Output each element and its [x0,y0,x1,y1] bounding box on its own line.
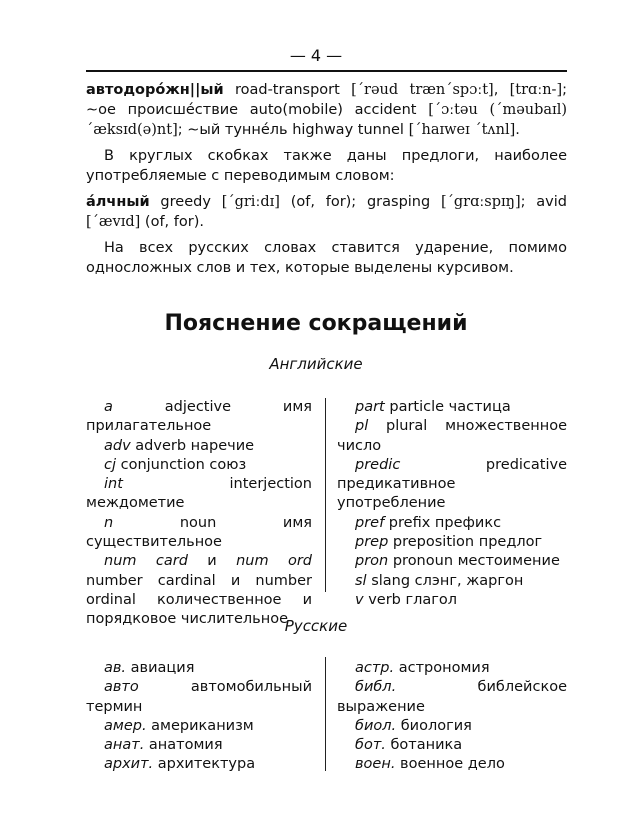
entry-text: (of, for); grasping [279,194,441,210]
abbr-entry: pl plural множественное число [337,418,567,454]
transcription: [trɑːn-] [509,82,563,98]
entry-text: . [515,122,520,138]
abbr-entry: part particle частица [355,399,511,415]
abbr-entry: int interjection междометие [86,476,312,512]
russian-abbreviations-right [337,659,567,775]
transcription: [΄rəud træn΄spɔːt] [351,82,494,98]
abbr-entry: predic predicative предикативное употребление [337,456,567,512]
page-number: — 4 — [289,46,343,65]
transcription: [΄haɪweɪ ΄tʌnl] [408,122,516,138]
paragraph-text: В круглых скобках также даны предлоги, наиболее употребляемые с переводимым словом: [86,148,567,184]
abbr-entry: архит. архитектура [104,756,256,773]
entry-text: , [493,82,510,98]
entry-text: road-transport [223,82,352,98]
abbr-entry: библ. библейское выражение [337,679,567,715]
transcription: [΄ævɪd] [86,214,141,230]
entry-text: ; ∼ый тунне́ль highway tunnel [177,122,409,138]
headword: автодоро́жн||ый [86,82,224,98]
abbr-entry: pref prefix префикс [355,514,502,531]
header-rule [86,70,567,72]
abbr-entry: n noun имя существительное [86,514,312,551]
abbr-entry: cj conjunction союз [104,456,247,473]
example-entry-alchny [86,192,567,232]
abbr-entry: pron pronoun местоимение [355,553,560,570]
paragraph-prepositions [86,146,567,186]
example-entry-avtodorozhny [86,80,567,140]
column-divider [325,398,326,592]
abbr-entry: ав. авиация [104,660,195,676]
column-divider [325,657,326,771]
abbr-entry: воен. военное дело [355,756,505,773]
abbr-entry: prep preposition предлог [355,534,543,551]
english-abbreviations-left [86,398,312,630]
paragraph-text: На всех русских словах ставится ударение, помимо односложных слов и тех, которые выделены курсивом. [86,240,567,276]
abbr-entry: амер. американизм [104,717,254,734]
section-title: Пояснение сокращений [164,311,468,336]
abbr-entry: a adjective имя прилагательное [86,399,312,435]
abbr-entry: бот. ботаника [355,737,463,754]
english-subheading: Английские [269,355,363,373]
headword: а́лчный [86,194,150,210]
entry-text: greedy [149,194,222,210]
entry-text: (of, for). [140,214,204,230]
paragraph-stress [86,238,567,278]
transcription: [΄ɔːtəu (΄məubaɪl) ΄æksɪd(ə)nt] [86,102,567,138]
abbr-entry: v verb глагол [355,591,458,608]
russian-abbreviations-left [86,659,312,775]
abbr-entry: авто автомобильный термин [86,679,312,715]
russian-subheading: Русские [284,617,348,635]
abbr-entry: астр. астрономия [355,660,490,676]
abbr-entry: анат. анатомия [104,737,223,754]
transcription: [΄griːdɪ] [221,194,280,210]
english-abbreviations-right [337,398,567,610]
entry-text: ; ∼ое происше́ствие auto(mobile) accident [86,82,568,118]
abbr-entry: adv adverb наречие [104,437,255,454]
abbr-entry: num card и num ord number cardinal и number ordinal количественное и порядковое числительное [86,553,312,628]
transcription: [΄grɑːspɪŋ] [440,194,521,210]
entry-text: ; avid [520,194,567,210]
abbr-entry: биол. биология [355,717,472,734]
abbr-entry: sl slang слэнг, жаргон [355,572,524,589]
